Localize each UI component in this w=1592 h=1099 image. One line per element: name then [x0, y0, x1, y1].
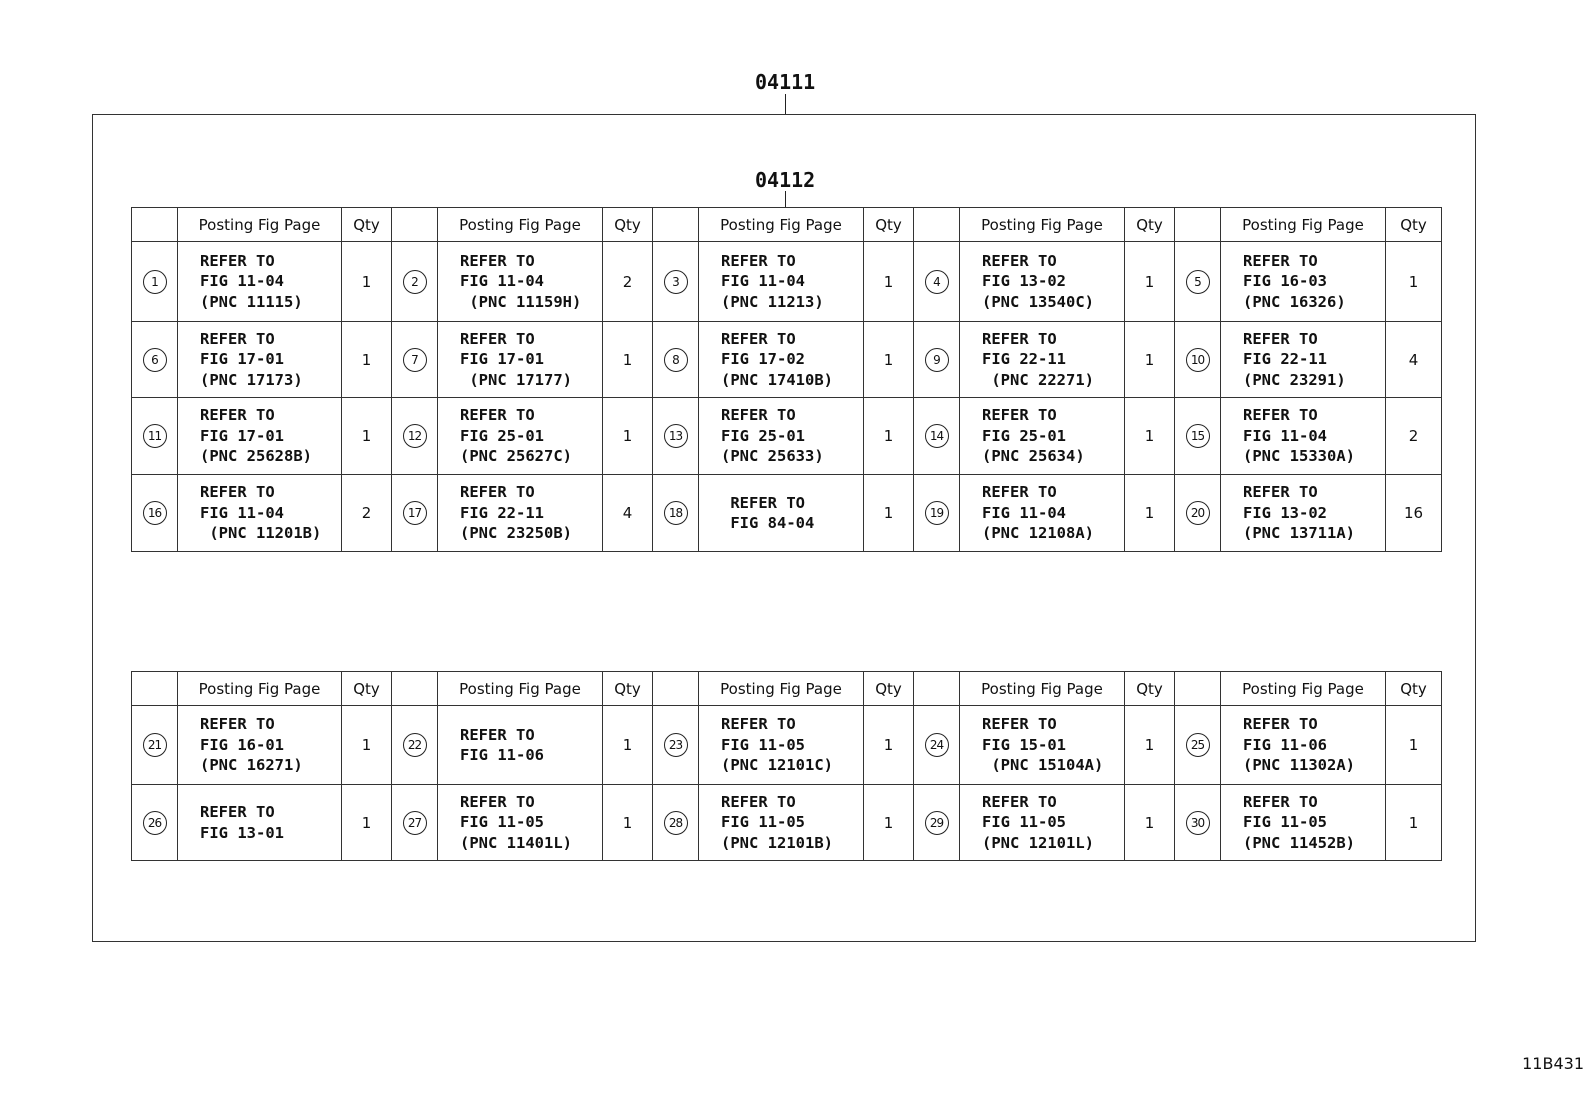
- fig-reference: FIG 11-05: [721, 735, 805, 754]
- callout-number: 18: [664, 501, 688, 525]
- table-row: [132, 242, 1442, 322]
- fig-reference: FIG 25-01: [460, 426, 544, 445]
- refer-to-text: REFER TO: [460, 483, 535, 502]
- callout-cell: [392, 322, 438, 398]
- table-row: [132, 706, 1442, 785]
- callout-number: 3: [664, 270, 688, 294]
- refer-to-text: REFER TO: [982, 406, 1057, 425]
- posting-fig-page-cell: [1221, 322, 1386, 398]
- callout-number: 21: [143, 733, 167, 757]
- callout-number: 8: [664, 348, 688, 372]
- callout-number: 7: [403, 348, 427, 372]
- column-header-blank: [914, 208, 960, 242]
- posting-fig-page-cell: [1221, 242, 1386, 322]
- column-header-qty: Qty: [864, 208, 914, 242]
- pnc-reference: (PNC 17177): [460, 370, 572, 389]
- fig-reference: FIG 11-05: [1243, 813, 1327, 832]
- qty-value: 1: [864, 242, 914, 322]
- column-header-blank: [132, 208, 178, 242]
- refer-to-text: REFER TO: [460, 792, 535, 811]
- column-header-posting: Posting Fig Page: [699, 672, 864, 706]
- qty-value: 1: [1125, 242, 1175, 322]
- pnc-reference: (PNC 25628B): [200, 447, 312, 466]
- refer-to-text: REFER TO: [200, 329, 275, 348]
- table-row: [132, 322, 1442, 398]
- subassembly-leader-line: [785, 191, 786, 207]
- qty-value: 1: [1386, 706, 1442, 785]
- pnc-reference: (PNC 25634): [982, 447, 1085, 466]
- header-row: [132, 672, 1442, 706]
- refer-to-text: REFER TO: [721, 715, 796, 734]
- fig-reference: FIG 11-04: [200, 503, 284, 522]
- callout-cell: [392, 398, 438, 475]
- callout-number: 5: [1186, 270, 1210, 294]
- posting-fig-page-cell: [438, 398, 603, 475]
- pnc-reference: (PNC 25627C): [460, 447, 572, 466]
- refer-to-text: REFER TO: [982, 483, 1057, 502]
- refer-to-text: REFER TO: [460, 329, 535, 348]
- posting-fig-page-cell: [699, 398, 864, 475]
- fig-reference: FIG 11-06: [1243, 735, 1327, 754]
- callout-number: 1: [143, 270, 167, 294]
- callout-cell: [653, 706, 699, 785]
- assembly-label: 04111: [755, 70, 816, 94]
- callout-number: 22: [403, 733, 427, 757]
- posting-fig-page-cell: [960, 322, 1125, 398]
- qty-value: 2: [1386, 398, 1442, 475]
- refer-to-text: REFER TO: [200, 406, 275, 425]
- pnc-reference: (PNC 11401L): [460, 833, 572, 852]
- fig-reference: FIG 22-11: [982, 350, 1066, 369]
- refer-to-text: REFER TO: [721, 493, 805, 512]
- refer-to-text: REFER TO: [982, 251, 1057, 270]
- qty-value: 1: [864, 475, 914, 552]
- fig-reference: FIG 11-04: [721, 272, 805, 291]
- qty-value: 1: [864, 785, 914, 861]
- pnc-reference: (PNC 17410B): [721, 370, 833, 389]
- refer-to-text: REFER TO: [721, 792, 796, 811]
- fig-reference: FIG 84-04: [721, 514, 815, 532]
- callout-cell: [914, 785, 960, 861]
- pnc-reference: (PNC 12101C): [721, 756, 833, 775]
- column-header-blank: [392, 208, 438, 242]
- qty-value: 1: [1386, 785, 1442, 861]
- callout-number: 6: [143, 348, 167, 372]
- fig-reference: FIG 13-02: [982, 272, 1066, 291]
- drawing-code: 11B431: [1522, 1054, 1584, 1073]
- qty-value: 1: [342, 398, 392, 475]
- refer-to-text: REFER TO: [1243, 406, 1318, 425]
- fig-reference: FIG 11-05: [982, 813, 1066, 832]
- column-header-posting: Posting Fig Page: [699, 208, 864, 242]
- callout-cell: [132, 398, 178, 475]
- callout-cell: [653, 475, 699, 552]
- callout-number: 14: [925, 424, 949, 448]
- callout-cell: [132, 785, 178, 861]
- refer-to-text: REFER TO: [721, 251, 796, 270]
- qty-value: 1: [342, 785, 392, 861]
- fig-reference: FIG 11-05: [460, 813, 544, 832]
- assembly-leader-line: [785, 94, 786, 114]
- callout-number: 12: [403, 424, 427, 448]
- posting-fig-page-cell: [699, 706, 864, 785]
- callout-cell: [132, 706, 178, 785]
- callout-number: 30: [1186, 811, 1210, 835]
- pnc-reference: (PNC 13540C): [982, 292, 1094, 311]
- fig-reference: FIG 17-01: [200, 350, 284, 369]
- callout-cell: [1175, 322, 1221, 398]
- posting-fig-page-cell: [178, 475, 342, 552]
- qty-value: 1: [1125, 706, 1175, 785]
- posting-fig-page-cell: [178, 785, 342, 861]
- fig-reference: FIG 13-02: [1243, 503, 1327, 522]
- callout-cell: [392, 706, 438, 785]
- callout-cell: [1175, 398, 1221, 475]
- pnc-reference: (PNC 11452B): [1243, 833, 1355, 852]
- posting-fig-page-cell: [438, 785, 603, 861]
- callout-number: 9: [925, 348, 949, 372]
- refer-to-text: REFER TO: [460, 725, 535, 744]
- fig-reference: FIG 11-05: [721, 813, 805, 832]
- column-header-posting: Posting Fig Page: [178, 672, 342, 706]
- callout-cell: [653, 785, 699, 861]
- fig-reference: FIG 16-01: [200, 735, 284, 754]
- callout-cell: [392, 242, 438, 322]
- refer-to-text: REFER TO: [721, 329, 796, 348]
- pnc-reference: (PNC 11302A): [1243, 756, 1355, 775]
- qty-value: 1: [603, 706, 653, 785]
- refer-to-text: REFER TO: [200, 715, 275, 734]
- refer-to-text: REFER TO: [982, 715, 1057, 734]
- callout-number: 16: [143, 501, 167, 525]
- pnc-reference: (PNC 23291): [1243, 370, 1346, 389]
- pnc-reference: (PNC 13711A): [1243, 524, 1355, 543]
- qty-value: 1: [864, 322, 914, 398]
- pnc-reference: (PNC 11115): [200, 292, 303, 311]
- qty-value: 1: [1386, 242, 1442, 322]
- pnc-reference: (PNC 16271): [200, 756, 303, 775]
- callout-number: 27: [403, 811, 427, 835]
- table-row: [132, 475, 1442, 552]
- posting-fig-page-cell: [438, 322, 603, 398]
- refer-to-text: REFER TO: [1243, 251, 1318, 270]
- column-header-qty: Qty: [1125, 672, 1175, 706]
- refer-to-text: REFER TO: [721, 406, 796, 425]
- callout-number: 11: [143, 424, 167, 448]
- callout-number: 13: [664, 424, 688, 448]
- posting-fig-page-cell: [178, 706, 342, 785]
- fig-reference: FIG 17-01: [460, 350, 544, 369]
- callout-number: 24: [925, 733, 949, 757]
- pnc-reference: (PNC 11159H): [460, 292, 582, 311]
- column-header-qty: Qty: [342, 672, 392, 706]
- fig-reference: FIG 11-06: [460, 746, 544, 764]
- column-header-blank: [1175, 208, 1221, 242]
- callout-cell: [914, 706, 960, 785]
- fig-reference: FIG 16-03: [1243, 272, 1327, 291]
- pnc-reference: (PNC 16326): [1243, 292, 1346, 311]
- callout-number: 15: [1186, 424, 1210, 448]
- posting-fig-page-cell: [699, 322, 864, 398]
- posting-fig-page-cell: [178, 398, 342, 475]
- posting-fig-page-cell: [699, 242, 864, 322]
- pnc-reference: (PNC 15104A): [982, 756, 1104, 775]
- fig-reference: FIG 11-04: [460, 272, 544, 291]
- qty-value: 1: [1125, 785, 1175, 861]
- qty-value: 2: [342, 475, 392, 552]
- table-row: [132, 398, 1442, 475]
- pnc-reference: (PNC 15330A): [1243, 447, 1355, 466]
- posting-fig-page-cell: [1221, 785, 1386, 861]
- posting-fig-page-cell: [178, 242, 342, 322]
- column-header-posting: Posting Fig Page: [960, 208, 1125, 242]
- callout-cell: [132, 475, 178, 552]
- fig-reference: FIG 22-11: [1243, 350, 1327, 369]
- callout-cell: [653, 398, 699, 475]
- callout-number: 26: [143, 811, 167, 835]
- column-header-posting: Posting Fig Page: [1221, 208, 1386, 242]
- fig-reference: FIG 22-11: [460, 503, 544, 522]
- pnc-reference: (PNC 12108A): [982, 524, 1094, 543]
- posting-fig-page-cell: [699, 475, 864, 552]
- column-header-qty: Qty: [1125, 208, 1175, 242]
- qty-value: 1: [864, 398, 914, 475]
- refer-to-text: REFER TO: [982, 792, 1057, 811]
- callout-number: 2: [403, 270, 427, 294]
- column-header-blank: [653, 672, 699, 706]
- callout-cell: [914, 398, 960, 475]
- callout-cell: [914, 242, 960, 322]
- posting-fig-page-cell: [960, 398, 1125, 475]
- fig-reference: FIG 17-01: [200, 426, 284, 445]
- posting-fig-page-cell: [699, 785, 864, 861]
- fig-reference: FIG 13-01: [200, 823, 284, 842]
- posting-fig-page-cell: [960, 242, 1125, 322]
- callout-number: 23: [664, 733, 688, 757]
- callout-cell: [132, 322, 178, 398]
- callout-number: 25: [1186, 733, 1210, 757]
- callout-cell: [392, 785, 438, 861]
- column-header-blank: [392, 672, 438, 706]
- fig-reference: FIG 17-02: [721, 350, 805, 369]
- column-header-qty: Qty: [603, 672, 653, 706]
- header-row: [132, 208, 1442, 242]
- column-header-posting: Posting Fig Page: [1221, 672, 1386, 706]
- posting-fig-page-cell: [960, 706, 1125, 785]
- refer-to-text: REFER TO: [460, 406, 535, 425]
- refer-to-text: REFER TO: [1243, 483, 1318, 502]
- refer-to-text: REFER TO: [460, 251, 535, 270]
- qty-value: 4: [603, 475, 653, 552]
- pnc-reference: (PNC 12101L): [982, 833, 1094, 852]
- pnc-reference: (PNC 25633): [721, 447, 824, 466]
- qty-value: 4: [1386, 322, 1442, 398]
- callout-cell: [392, 475, 438, 552]
- column-header-posting: Posting Fig Page: [960, 672, 1125, 706]
- callout-cell: [653, 242, 699, 322]
- callout-cell: [1175, 706, 1221, 785]
- qty-value: 2: [603, 242, 653, 322]
- posting-fig-page-cell: [1221, 398, 1386, 475]
- callout-number: 20: [1186, 501, 1210, 525]
- column-header-posting: Posting Fig Page: [438, 208, 603, 242]
- fig-reference: FIG 25-01: [721, 426, 805, 445]
- table-row: [132, 785, 1442, 861]
- pnc-reference: (PNC 12101B): [721, 833, 833, 852]
- qty-value: 1: [342, 322, 392, 398]
- qty-value: 1: [603, 785, 653, 861]
- column-header-blank: [1175, 672, 1221, 706]
- refer-to-text: REFER TO: [1243, 329, 1318, 348]
- qty-value: 1: [603, 398, 653, 475]
- callout-cell: [653, 322, 699, 398]
- pnc-reference: (PNC 17173): [200, 370, 303, 389]
- callout-number: 29: [925, 811, 949, 835]
- pnc-reference: (PNC 11201B): [200, 524, 322, 543]
- callout-cell: [132, 242, 178, 322]
- qty-value: 1: [1125, 475, 1175, 552]
- column-header-qty: Qty: [342, 208, 392, 242]
- parts-table-top: [131, 207, 1442, 552]
- callout-number: 28: [664, 811, 688, 835]
- column-header-blank: [653, 208, 699, 242]
- pnc-reference: (PNC 11213): [721, 292, 824, 311]
- posting-fig-page-cell: [178, 322, 342, 398]
- posting-fig-page-cell: [960, 785, 1125, 861]
- refer-to-text: REFER TO: [982, 329, 1057, 348]
- callout-number: 17: [403, 501, 427, 525]
- column-header-posting: Posting Fig Page: [178, 208, 342, 242]
- fig-reference: FIG 11-04: [1243, 426, 1327, 445]
- pnc-reference: (PNC 23250B): [460, 524, 572, 543]
- callout-cell: [914, 475, 960, 552]
- posting-fig-page-cell: [438, 475, 603, 552]
- callout-cell: [1175, 475, 1221, 552]
- posting-fig-page-cell: [438, 706, 603, 785]
- column-header-qty: Qty: [603, 208, 653, 242]
- posting-fig-page-cell: [1221, 706, 1386, 785]
- posting-fig-page-cell: [960, 475, 1125, 552]
- qty-value: 1: [864, 706, 914, 785]
- fig-reference: FIG 15-01: [982, 735, 1066, 754]
- refer-to-text: REFER TO: [1243, 715, 1318, 734]
- qty-value: 1: [1125, 322, 1175, 398]
- qty-value: 1: [1125, 398, 1175, 475]
- column-header-qty: Qty: [1386, 208, 1442, 242]
- posting-fig-page-cell: [1221, 475, 1386, 552]
- callout-number: 10: [1186, 348, 1210, 372]
- refer-to-text: REFER TO: [200, 483, 275, 502]
- pnc-reference: (PNC 22271): [982, 370, 1094, 389]
- qty-value: 1: [342, 242, 392, 322]
- qty-value: 1: [603, 322, 653, 398]
- column-header-blank: [914, 672, 960, 706]
- parts-table-bottom: [131, 671, 1442, 861]
- fig-reference: FIG 11-04: [982, 503, 1066, 522]
- qty-value: 1: [342, 706, 392, 785]
- column-header-qty: Qty: [1386, 672, 1442, 706]
- callout-number: 19: [925, 501, 949, 525]
- subassembly-label: 04112: [755, 168, 816, 192]
- column-header-qty: Qty: [864, 672, 914, 706]
- refer-to-text: REFER TO: [200, 251, 275, 270]
- callout-cell: [914, 322, 960, 398]
- fig-reference: FIG 25-01: [982, 426, 1066, 445]
- callout-number: 4: [925, 270, 949, 294]
- refer-to-text: REFER TO: [200, 803, 275, 821]
- posting-fig-page-cell: [438, 242, 603, 322]
- column-header-blank: [132, 672, 178, 706]
- callout-cell: [1175, 242, 1221, 322]
- refer-to-text: REFER TO: [1243, 792, 1318, 811]
- qty-value: 16: [1386, 475, 1442, 552]
- fig-reference: FIG 11-04: [200, 272, 284, 291]
- column-header-posting: Posting Fig Page: [438, 672, 603, 706]
- callout-cell: [1175, 785, 1221, 861]
